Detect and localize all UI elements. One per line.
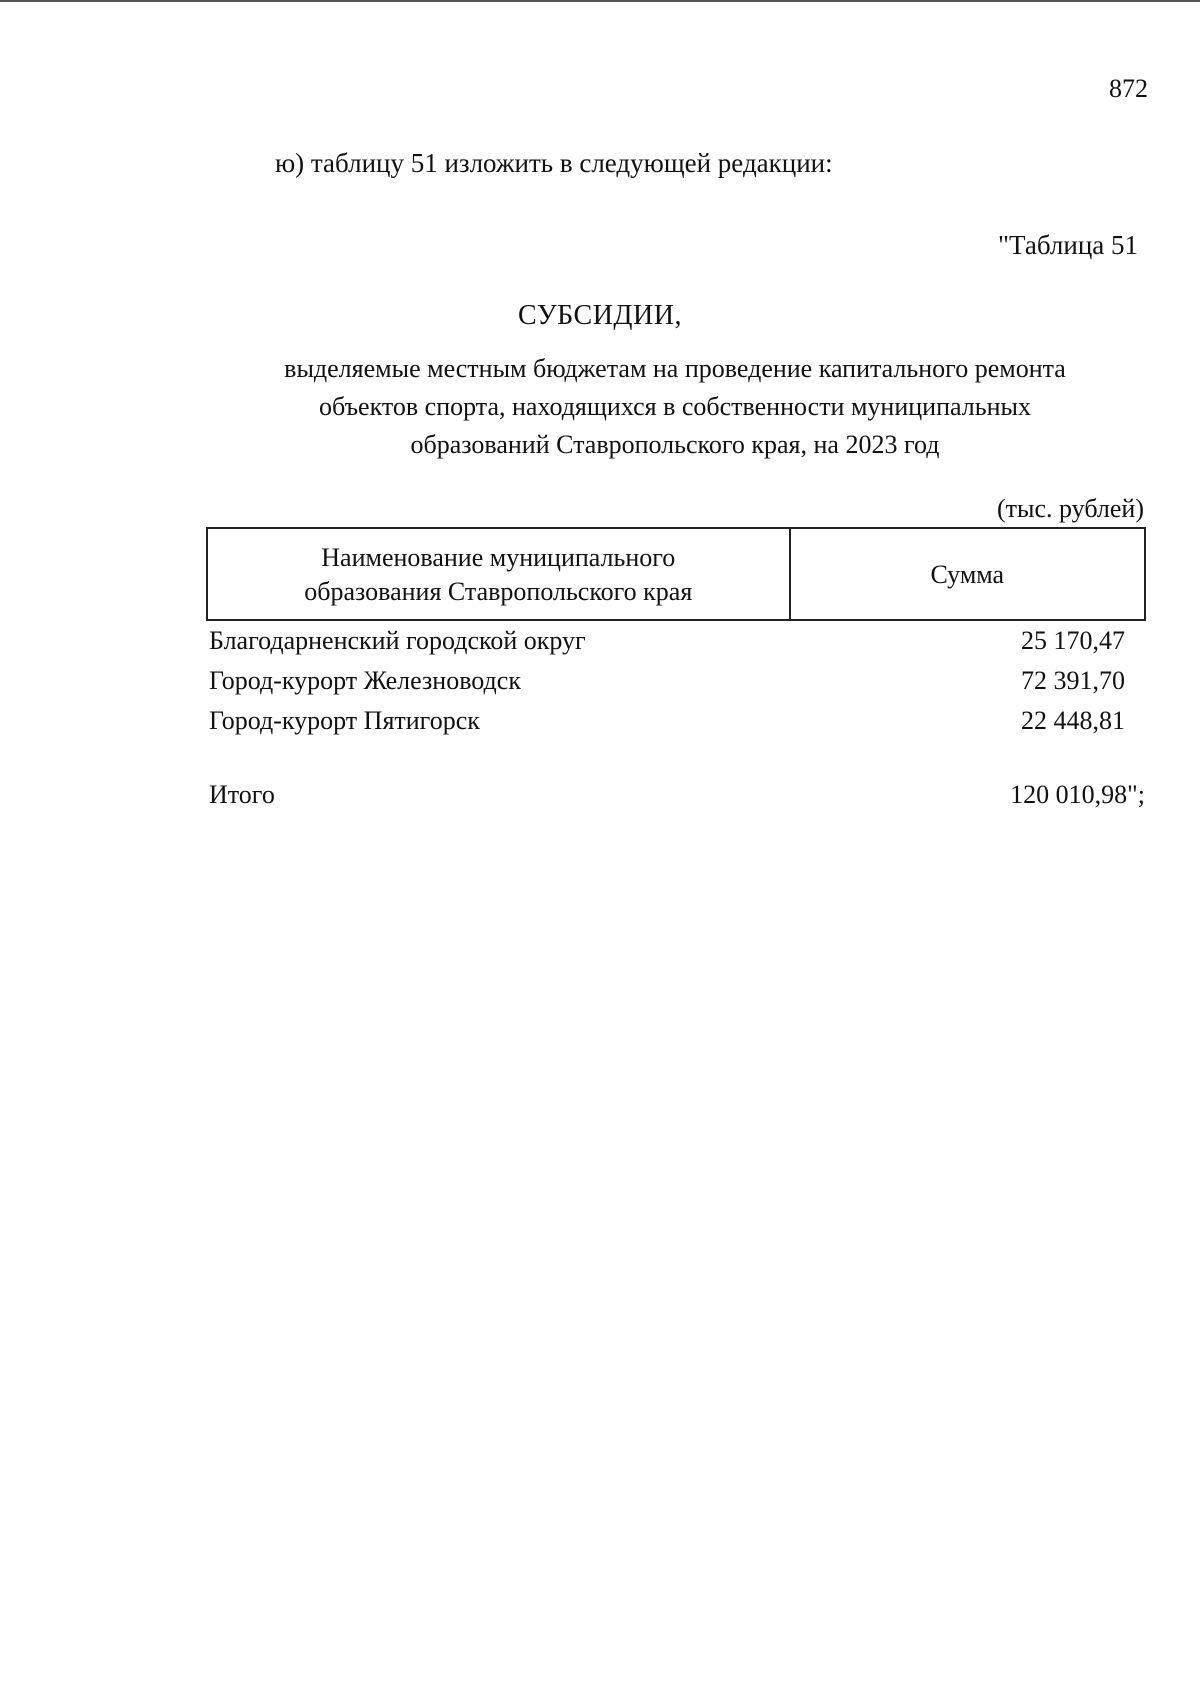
table-header-row bbox=[207, 528, 1145, 620]
total-sum: 120 010,98"; bbox=[1010, 780, 1145, 809]
header-name-line: образования Ставропольского края bbox=[304, 577, 693, 606]
row-name: Город-курорт Пятигорск bbox=[209, 706, 480, 735]
document-subtitle bbox=[200, 350, 1150, 464]
header-sum: Сумма bbox=[790, 528, 1145, 620]
top-page-rule bbox=[0, 0, 1200, 2]
page-number: 872 bbox=[1109, 74, 1148, 103]
row-name: Благодарненский городской округ bbox=[209, 626, 586, 655]
subtitle-line: выделяемые местным бюджетам на проведение капитального ремонта bbox=[284, 354, 1066, 383]
total-label: Итого bbox=[209, 780, 275, 809]
row-sum: 25 170,47 bbox=[1021, 626, 1125, 655]
table-row bbox=[207, 701, 1145, 741]
table-label: "Таблица 51 bbox=[998, 230, 1138, 260]
table-row bbox=[207, 661, 1145, 701]
row-name: Город-курорт Железноводск bbox=[209, 666, 521, 695]
subsidy-table bbox=[206, 527, 1146, 815]
total-row bbox=[207, 775, 1145, 815]
row-sum: 22 448,81 bbox=[1021, 706, 1125, 735]
table-row bbox=[207, 620, 1145, 661]
subtitle-line: объектов спорта, находящихся в собственности муниципальных bbox=[319, 392, 1031, 421]
header-municipality-name bbox=[207, 528, 790, 620]
units-label: (тыс. рублей) bbox=[996, 494, 1144, 523]
subtitle-line: образований Ставропольского края, на 2023 год bbox=[410, 430, 940, 459]
spacer-row bbox=[207, 741, 1145, 775]
row-sum: 72 391,70 bbox=[1021, 666, 1125, 695]
header-name-line: Наименование муниципального bbox=[321, 543, 676, 572]
intro-text: ю) таблицу 51 изложить в следующей редакции: bbox=[275, 148, 833, 178]
document-title: СУБСИДИИ, bbox=[518, 300, 682, 331]
